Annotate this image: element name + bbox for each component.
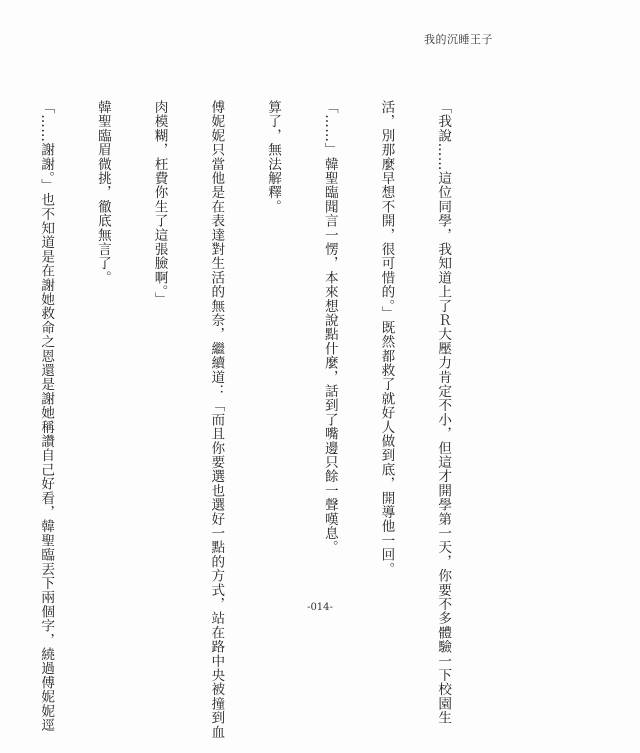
text-line: 肉模糊，枉費你生了這張臉啊。」: [151, 100, 168, 307]
text-line: 韓聖臨眉微挑，徹底無言了。: [94, 100, 111, 285]
text-line: 「我說……這位同學，我知道上了Ｒ大壓力肯定不小，但這才開學第一天，你要不多體驗一下校園生: [435, 100, 452, 725]
text-line: 「……謝謝。」也不知道是在謝她救命之恩還是謝她稱讚自己好看，韓聖臨丟下兩個字，繞過傅妮妮逕: [38, 100, 55, 733]
text-line: 算了，無法解釋。: [265, 100, 282, 214]
text-line: 「……」韓聖臨聞言一愣，本來想說點什麼，話到了嘴邊只餘一聲嘆息。: [321, 100, 338, 555]
text-line: 活，別那麼早想不開，很可惜的。」既然都救了就好人做到底，開導他一回。: [378, 100, 395, 576]
running-header: 我的沉睡王子: [424, 33, 493, 46]
text-line: 傅妮妮只當他是在表達對生活的無奈，繼續道：「而且你要選也選好一點的方式，站在路中央被撞到血: [208, 100, 225, 739]
page-number: -014-: [307, 602, 333, 613]
